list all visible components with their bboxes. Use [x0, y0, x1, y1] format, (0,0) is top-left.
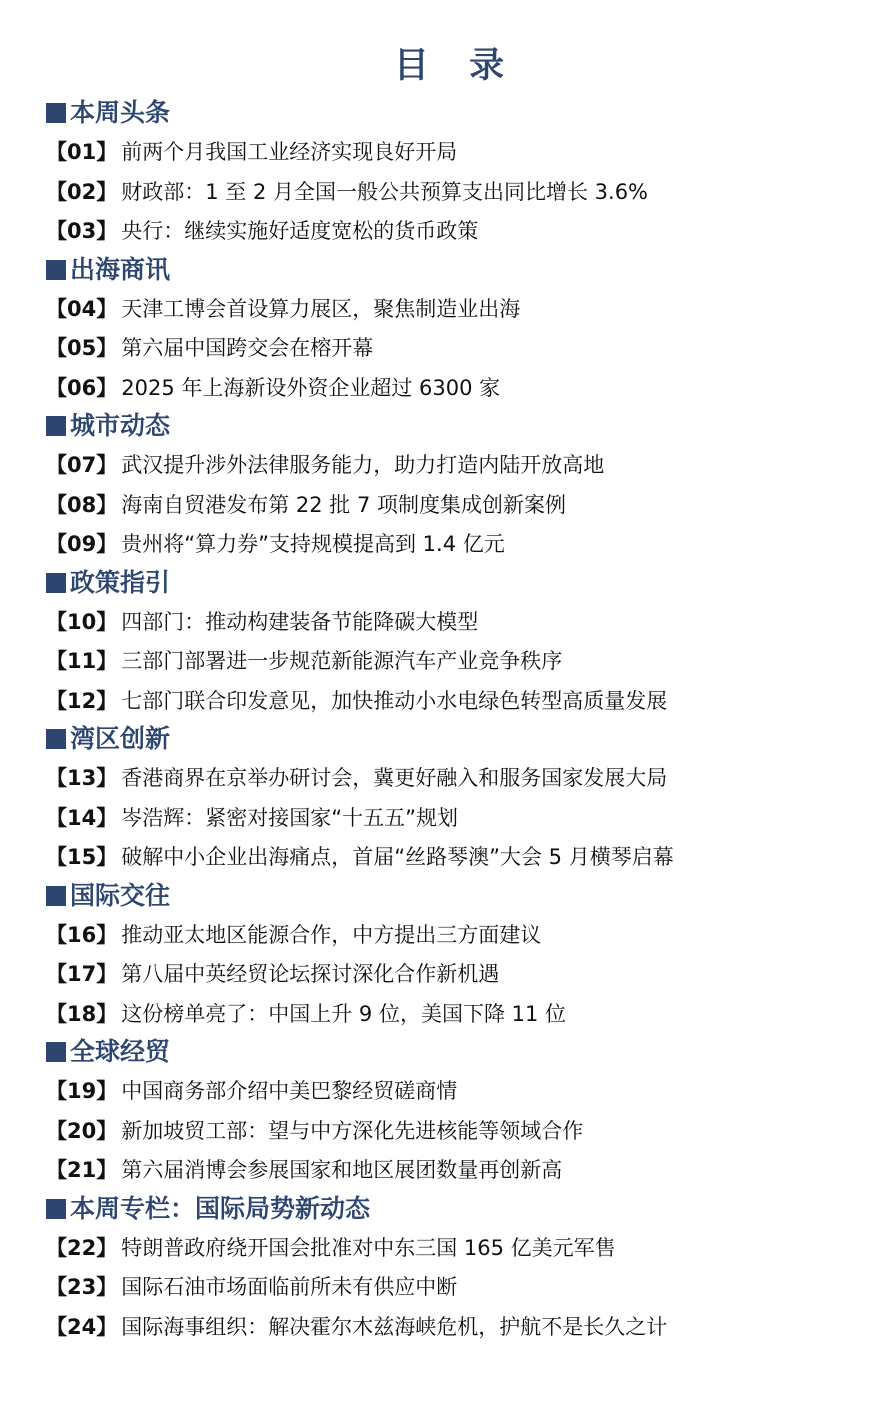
square-bullet-icon: [46, 729, 66, 749]
item-title: 四部门：推动构建装备节能降碳大模型: [121, 609, 479, 634]
item-title: 香港商界在京举办研讨会，冀更好融入和服务国家发展大局: [121, 766, 668, 790]
section-title: 湾区创新: [70, 724, 171, 753]
item-title: 七部门联合印发意见，加快推动小水电绿色转型高质量发展: [121, 688, 668, 713]
item-title: 国际石油市场面临前所未有供应中断: [121, 1275, 458, 1299]
table-of-contents: [46, 95, 866, 1347]
section-heading: [46, 1034, 866, 1070]
item-number: 【04】: [46, 296, 118, 321]
toc-item[interactable]: [46, 759, 866, 799]
section-title: 政策指引: [70, 567, 171, 597]
toc-item[interactable]: [46, 329, 866, 369]
item-number: 【02】: [46, 179, 118, 204]
toc-item[interactable]: [46, 955, 866, 995]
section-heading: [46, 878, 866, 914]
section-city-news: [46, 408, 866, 565]
toc-item[interactable]: [46, 603, 866, 643]
section-international-exchange: [46, 878, 866, 1035]
section-heading: [46, 252, 866, 288]
item-number: 【10】: [46, 609, 118, 634]
square-bullet-icon: [46, 1042, 66, 1062]
item-title: 国际海事组织：解决霍尔木兹海峡危机，护航不是长久之计: [121, 1314, 668, 1339]
section-title: 城市动态: [70, 411, 171, 440]
item-number: 【17】: [46, 962, 118, 986]
item-number: 【12】: [46, 688, 118, 713]
item-number: 【19】: [46, 1079, 118, 1103]
item-title: 中国商务部介绍中美巴黎经贸磋商情: [121, 1079, 458, 1103]
toc-item[interactable]: [46, 1229, 866, 1269]
toc-item[interactable]: [46, 369, 866, 409]
toc-item[interactable]: [46, 1072, 866, 1112]
toc-item[interactable]: [46, 525, 866, 565]
toc-item[interactable]: [46, 682, 866, 722]
item-title: 武汉提升涉外法律服务能力，助力打造内陆开放高地: [121, 453, 605, 477]
toc-item[interactable]: [46, 642, 866, 682]
toc-item[interactable]: [46, 995, 866, 1035]
square-bullet-icon: [46, 573, 66, 593]
item-number: 【07】: [46, 453, 118, 477]
toc-item[interactable]: [46, 290, 866, 330]
section-heading: [46, 1191, 866, 1227]
toc-item[interactable]: [46, 446, 866, 486]
section-title: 本周头条: [70, 98, 171, 127]
item-title: 新加坡贸工部：望与中方深化先进核能等领域合作: [121, 1118, 584, 1143]
item-number: 【15】: [46, 845, 118, 869]
section-heading: [46, 408, 866, 444]
toc-item[interactable]: [46, 1308, 866, 1348]
section-heading: [46, 721, 866, 757]
item-number: 【18】: [46, 1001, 118, 1026]
section-title: 全球经贸: [70, 1037, 171, 1066]
item-title: 第六届中国跨交会在榕开幕: [121, 336, 374, 360]
item-title: 第六届消博会参展国家和地区展团数量再创新高: [121, 1158, 563, 1182]
section-heading: [46, 95, 866, 131]
item-number: 【22】: [46, 1235, 118, 1260]
item-title: 第八届中英经贸论坛探讨深化合作新机遇: [121, 962, 500, 986]
item-number: 【20】: [46, 1118, 118, 1143]
item-number: 【13】: [46, 766, 118, 790]
section-bay-area: [46, 721, 866, 878]
item-title: 贵州将“算力券”支持规模提高到 1.4 亿元: [121, 532, 505, 556]
toc-item[interactable]: [46, 486, 866, 526]
page-title: 目 录: [393, 45, 519, 86]
item-number: 【01】: [46, 140, 118, 164]
section-title: 国际交往: [70, 880, 171, 910]
item-title: 2025 年上海新设外资企业超过 6300 家: [121, 375, 501, 400]
item-number: 【03】: [46, 219, 118, 243]
item-number: 【11】: [46, 649, 118, 673]
toc-item[interactable]: [46, 1112, 866, 1152]
item-title: 推动亚太地区能源合作，中方提出三方面建议: [121, 922, 542, 947]
item-title: 特朗普政府绕开国会批准对中东三国 165 亿美元军售: [121, 1235, 616, 1260]
item-title: 财政部：1 至 2 月全国一般公共预算支出同比增长 3.6%: [121, 179, 649, 204]
square-bullet-icon: [46, 416, 66, 436]
section-title: 出海商讯: [70, 254, 171, 284]
toc-item[interactable]: [46, 133, 866, 173]
item-title: 三部门部署进一步规范新能源汽车产业竞争秩序: [121, 649, 563, 673]
square-bullet-icon: [46, 1199, 66, 1219]
item-title: 前两个月我国工业经济实现良好开局: [121, 140, 458, 164]
item-number: 【08】: [46, 492, 118, 517]
toc-item[interactable]: [46, 1151, 866, 1191]
item-title: 天津工博会首设算力展区，聚焦制造业出海: [121, 296, 521, 321]
item-number: 【05】: [46, 336, 118, 360]
toc-item[interactable]: [46, 1268, 866, 1308]
item-number: 【09】: [46, 532, 118, 556]
item-title: 岑浩辉：紧密对接国家“十五五”规划: [121, 805, 458, 830]
toc-item[interactable]: [46, 838, 866, 878]
item-number: 【23】: [46, 1275, 118, 1299]
item-title: 海南自贸港发布第 22 批 7 项制度集成创新案例: [121, 492, 567, 517]
section-heading: [46, 565, 866, 601]
item-number: 【06】: [46, 375, 118, 400]
item-number: 【24】: [46, 1314, 118, 1339]
section-headlines: [46, 95, 866, 252]
section-global-trade: [46, 1034, 866, 1191]
section-policy-guide: [46, 565, 866, 722]
item-number: 【14】: [46, 805, 118, 830]
section-title: 本周专栏：国际局势新动态: [70, 1193, 371, 1223]
toc-item[interactable]: [46, 916, 866, 956]
toc-item[interactable]: [46, 799, 866, 839]
item-number: 【16】: [46, 922, 118, 947]
toc-item[interactable]: [46, 212, 866, 252]
section-weekly-column: [46, 1191, 866, 1348]
square-bullet-icon: [46, 260, 66, 280]
section-overseas-business: [46, 252, 866, 409]
item-number: 【21】: [46, 1158, 118, 1182]
item-title: 破解中小企业出海痛点，首届“丝路琴澳”大会 5 月横琴启幕: [121, 845, 674, 869]
item-title: 这份榜单亮了：中国上升 9 位，美国下降 11 位: [121, 1001, 567, 1026]
square-bullet-icon: [46, 103, 66, 123]
toc-item[interactable]: [46, 173, 866, 213]
item-title: 央行：继续实施好适度宽松的货币政策: [121, 219, 479, 243]
square-bullet-icon: [46, 886, 66, 906]
